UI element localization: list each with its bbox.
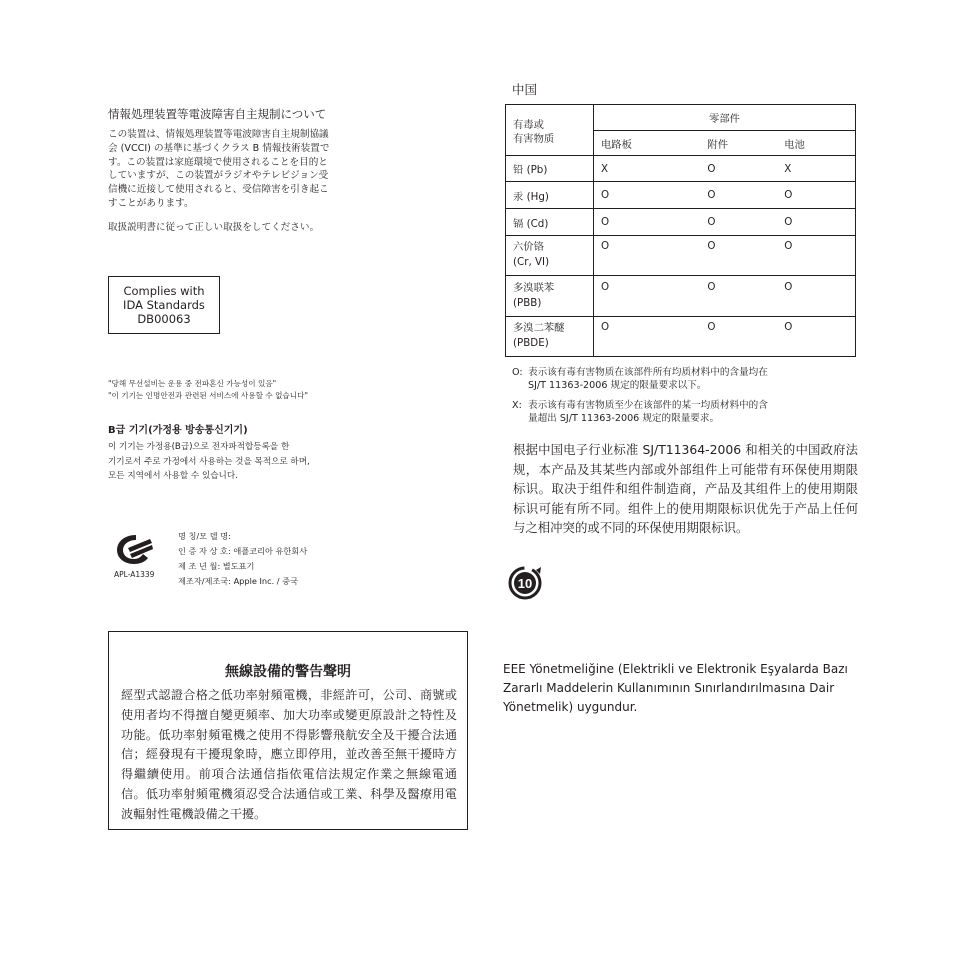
note-text: 表示该有毒有害物质在该部件所有均质材料中的含量均在 <box>528 367 768 378</box>
table-cell: O <box>777 317 855 357</box>
vcci-line: す。この装置は家庭環境で使用されることを目的と <box>108 156 328 168</box>
table-row <box>506 182 856 209</box>
table-cell: O <box>594 236 701 276</box>
taiwan-warning-title: 無線設備的警告聲明 <box>225 664 351 680</box>
table-cell: O <box>777 209 855 236</box>
table-cell: O <box>594 209 701 236</box>
ida-line: IDA Standards <box>123 298 205 312</box>
taiwan-warning-box <box>108 631 468 830</box>
table-cell: O <box>700 317 777 357</box>
ida-compliance-box <box>108 276 220 334</box>
korea-body-line: 모든 지역에서 사용할 수 있습니다. <box>108 471 238 481</box>
vcci-line: この装置は、情報処理装置等電波障害自主規制協議 <box>108 129 329 140</box>
kc-info-line: 인 증 자 상 호: 애플코리아 유한회사 <box>178 546 308 556</box>
column-header: 电池 <box>777 131 855 156</box>
vcci-statement <box>108 128 380 211</box>
column-header: 附件 <box>700 131 777 156</box>
table-cell: O <box>777 236 855 276</box>
epup-number: 10 <box>517 576 533 591</box>
table-cell: O <box>700 236 777 276</box>
ida-line: Complies with <box>123 284 205 298</box>
china-note-o <box>512 366 857 392</box>
substance-name: 镉 (Cd) <box>506 209 594 236</box>
china-note-x <box>512 399 857 425</box>
table-header-row <box>506 105 856 131</box>
kc-info-line: 제 조 년 월: 별도표기 <box>178 561 255 571</box>
korea-quote-line: "이 기기는 인명안전과 관련된 서비스에 사용할 수 없습니다" <box>108 391 308 400</box>
table-cell: O <box>700 209 777 236</box>
kc-mark-icon <box>114 531 154 571</box>
note-text: SJ/T 11363-2006 规定的限量要求以下。 <box>528 380 707 391</box>
note-key: X: <box>512 400 522 411</box>
korea-body-line: 기기로서 주로 가정에서 사용하는 것을 목적으로 하며, <box>108 456 310 467</box>
ida-line: DB00063 <box>137 312 191 326</box>
kc-certification-info <box>178 529 307 589</box>
korea-warning-quotes <box>108 378 308 402</box>
table-cell: O <box>594 182 701 209</box>
china-epup-paragraph: 根据中国电子行业标准 SJ/T11364-2006 和相关的中国政府法规，本产品及其某些内部或外部组件上可能带有环保使用期限标识。取决于组件和组件制造商，产品及其组件上的使用期限标识可能有所不同。组件上的使用期限标识优先于产品上任何与之相冲突的或不同的环保使用期限标识。 <box>513 442 858 535</box>
table-cell: X <box>777 156 855 182</box>
table-cell: X <box>594 156 701 182</box>
korea-class-b-heading: B급 기기(가정용 방송통신기기) <box>108 425 248 436</box>
note-text: 量超出 SJ/T 11363-2006 规定的限量要求。 <box>528 413 720 424</box>
substance-name: 六价铬 (Cr, VI) <box>506 236 594 276</box>
table-group-header: 零部件 <box>594 105 856 131</box>
substance-name: 多溴二苯醚 (PBDE) <box>506 317 594 357</box>
table-cell: O <box>700 276 777 317</box>
table-row <box>506 276 856 317</box>
table-row <box>506 317 856 357</box>
column-header: 电路板 <box>594 131 701 156</box>
substance-name: 多溴联苯 (PBB) <box>506 276 594 317</box>
note-key: O: <box>512 367 523 378</box>
table-row <box>506 236 856 276</box>
kc-model-number: APL-A1339 <box>114 570 155 579</box>
korea-class-b-body <box>108 440 310 484</box>
table-cell: O <box>777 182 855 209</box>
vcci-line: 信機に近接して使用されると、受信障害を引き起こ <box>108 184 329 196</box>
vcci-line: していますが、この装置がラジオやテレビジョン受 <box>108 170 329 182</box>
korea-quote-line: "당해 무선설비는 운용 중 전파혼신 가능성이 있음" <box>108 379 277 388</box>
epup-10-icon <box>505 563 545 607</box>
note-text: 表示该有毒有害物质至少在该部件的某一均质材料中的含 <box>528 400 768 411</box>
table-cell: O <box>777 276 855 317</box>
hazardous-substance-table <box>505 104 856 357</box>
substance-name: 铅 (Pb) <box>506 156 594 182</box>
table-cell: O <box>594 276 701 317</box>
table-corner-header: 有毒或 有害物质 <box>506 105 594 156</box>
table-cell: O <box>594 317 701 357</box>
vcci-instruction-note: 取扱説明書に従って正しい取扱をしてください。 <box>108 222 320 233</box>
china-section-title: 中国 <box>512 82 538 97</box>
vcci-line: すことがあります。 <box>108 197 194 209</box>
vcci-line: 会 (VCCI) の基準に基づくクラス B 情報技術装置で <box>108 142 330 154</box>
taiwan-warning-body: 經型式認證合格之低功率射頻電機，非經許可，公司、商號或使用者均不得擅自變更頻率、加大功率或變更原設計之特性及功能。低功率射頻電機之使用不得影響飛航安全及干擾合法通信；經發現有干擾現象時，應立即停用，並改善至無干擾時方得繼續使用。前項合法通信指依電信法規定作業之無線電通信。低功率射頻電機須忍受合法通信或工業、科學及醫療用電波輻射性電機設備之干擾。 <box>121 688 457 821</box>
table-row <box>506 156 856 182</box>
kc-info-line: 제조자/제조국: Apple Inc. / 중국 <box>178 576 298 586</box>
korea-body-line: 이 기기는 가정용(B급)으로 전자파적합등록을 한 <box>108 442 290 452</box>
table-row <box>506 209 856 236</box>
kc-info-line: 명 칭/모 델 명: <box>178 531 231 541</box>
table-cell: O <box>700 182 777 209</box>
substance-name: 汞 (Hg) <box>506 182 594 209</box>
table-cell: O <box>700 156 777 182</box>
turkey-eee-statement: EEE Yönetmeliğine (Elektrikli ve Elektronik Eşyalarda Bazı Zararlı Maddelerin Kullanımının Sınırlandırılmasına Dair Yönetmelik) uygundur. <box>503 662 848 714</box>
vcci-title: 情報処理装置等電波障害自主規制について <box>108 107 327 121</box>
